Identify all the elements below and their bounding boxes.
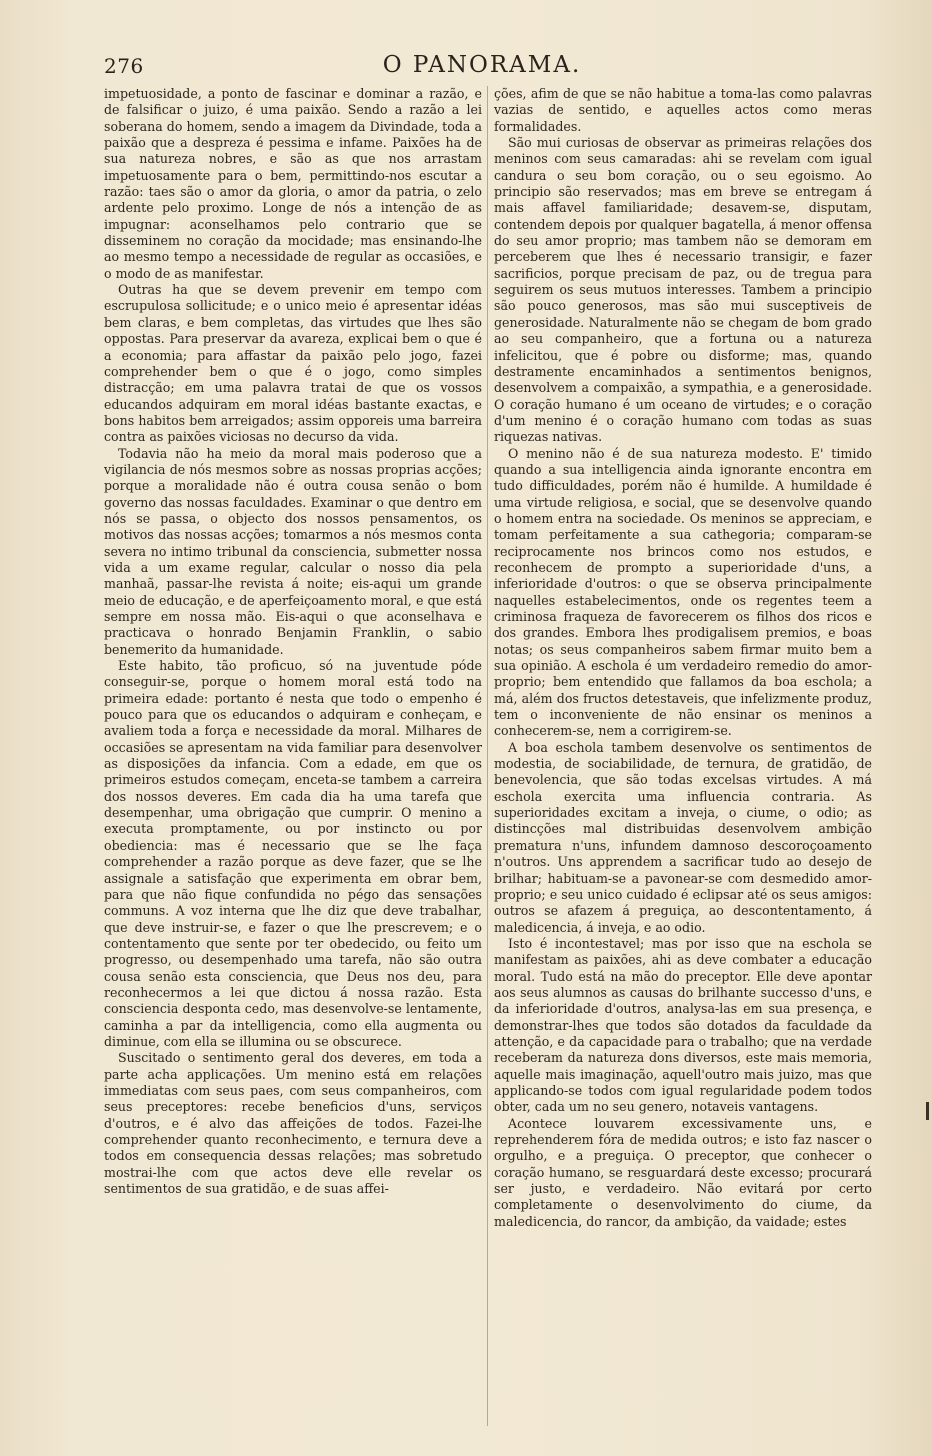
paragraph: ções, afim de que se não habitue a toma-las como palavras vazias de sentido, e aquelles actos como meras formalidades. — [494, 86, 872, 134]
paragraph: A boa eschola tambem desenvolve os sentimentos de modestia, de sociabilidade, de ternura, de gratidão, de benevolencia, que são todas excelsas virtudes. A má eschola exercita uma influencia contraria. As superioridades excitam a inveja, o ciume, o odio; as distincções mal distribuidas desenvolvem ambição prematura n'uns, infundem damnoso descoroçoamento n'outros. Uns apprendem a sacrificar tudo ao desejo de brilhar; habituam-se a pavonear-se com desmedido amor-proprio; e seu unico cuidado é eclipsar até os seus amigos: outros se afazem á preguiça, ao descontentamento, á maledicencia, á inveja, e ao odio. — [494, 739, 872, 935]
paragraph: Suscitado o sentimento geral dos deveres, em toda a parte acha applicações. Um menino está em relações immediatas com seus paes, com seus companheiros, com seus preceptores: recebe beneficios d'uns, serviços d'outros, e é alvo das affeições de todos. Fazei-lhe comprehender quanto reconhecimento, e ternura deve a todos em consequencia dessas relações; mas sobretudo mostrai-lhe com que actos deve elle revelar os sentimentos de sua gratidão, e de suas affei- — [104, 1050, 482, 1197]
paragraph: São mui curiosas de observar as primeiras relações dos meninos com seus camaradas: ahi se revelam com igual candura o seu bom coração, ou o seu egoismo. Ao principio são reservados; mas em breve se entregam á mais affavel familiaridade; desavem-se, disputam, contendem depois por qualquer bagatella, á menor offensa do seu amor proprio; mas tambem não se demoram em perceberem que lhes é necessario transigir, e fazer sacrificios, porque precisam de paz, ou de tregua para seguirem os seus mutuos interesses. Tambem a principio são pouco generosos, mas são mui susceptiveis de generosidade. Naturalmente não se chegam de bom grado ao seu companheiro, que a fortuna ou a natureza infelicitou, que é pobre ou disforme; mas, quando destramente encaminhados a sentimentos benignos, desenvolvem a compaixão, a sympathia, e a generosidade. O coração humano é um oceano de virtudes; e o coração d'um menino é o coração humano com todas as suas riquezas nativas. — [494, 135, 872, 445]
paragraph: Acontece louvarem excessivamente uns, e reprehenderem fóra de medida outros; e isto faz nascer o orgulho, e a preguiça. O preceptor, que conhecer o coração humano, se resguardará deste excesso; procurará ser justo, e verdadeiro. Não evitará por certo completamente o desenvolvimento do ciume, da maledicencia, do rancor, da ambição, da vaidade; estes — [494, 1115, 872, 1229]
paragraph: Outras ha que se devem prevenir em tempo com escrupulosa sollicitude; e o unico meio é apresentar idéas bem claras, e bem completas, das virtudes que lhes são oppostas. Para preservar da avareza, explicai bem o que é a economia; para affastar da paixão pelo jogo, fazei comprehender bem o que é o jogo, como simples distracção; em uma palavra tratai de que os vossos educandos adquiram em moral idéas bastante exactas, e bons habitos bem arreigados; assim opporeis uma barreira contra as paixões viciosas no decurso da vida. — [104, 282, 482, 445]
page-header — [104, 52, 860, 82]
page-edge-mark — [926, 1102, 929, 1120]
paragraph: O menino não é de sua natureza modesto. E' timido quando a sua intelligencia ainda ignorante encontra em tudo difficuldades, porém não é humilde. A humildade é uma virtude religiosa, e social, que se desenvolve quando o homem entra na sociedade. Os meninos se appreciam, e tomam perfeitamente a sua cathegoria; comparam-se reciprocamente nos brincos como nos estudos, e reconhecem de prompto a superioridade d'uns, a inferioridade d'outros: o que se observa principalmente naquelles estabelecimentos, onde os regentes teem a criminosa fraqueza de favorecerem os filhos dos ricos e dos grandes. Embora lhes prodigalisem premios, e boas notas; os seus companheiros sabem firmar muito bem a sua opinião. A eschola é um verdadeiro remedio do amor-proprio; bem entendido que fallamos da boa eschola; a má, além dos fructos detestaveis, que infelizmente produz, tem o inconveniente de não ensinar os meninos a conhecerem-se, nem a corrigirem-se. — [494, 445, 872, 739]
column-divider — [487, 86, 488, 1426]
page-number: 276 — [104, 54, 144, 78]
text-columns — [104, 86, 874, 1431]
right-column — [494, 86, 872, 1431]
running-title: O PANORAMA. — [382, 52, 582, 78]
left-column — [104, 86, 482, 1431]
paragraph: impetuosidade, a ponto de fascinar e dominar a razão, e de falsificar o juizo, é uma paixão. Sendo a razão a lei soberana do homem, sendo a imagem da Divindade, toda a paixão que a despreza é pessima e infame. Paixões ha de sua natureza nobres, e são as que nos arrastam impetuosamente para o bem, permittindo-nos escutar a razão: taes são o amor da gloria, o amor da patria, o zelo ardente pelo proximo. Longe de nós a intenção de as impugnar: aconselhamos pelo contrario que se disseminem no coração da mocidade; mas ensinando-lhe ao mesmo tempo a necessidade de regular as occasiões, e o modo de as manifestar. — [104, 86, 482, 281]
paragraph: Todavia não ha meio da moral mais poderoso que a vigilancia de nós mesmos sobre as nossas proprias acções; porque a moralidade não é outra cousa senão o bom governo das nossas faculdades. Examinar o que dentro em nós se passa, o objecto dos nossos pensamentos, os motivos das nossas acções; tomarmos a nós mesmos conta severa no intimo tribunal da consciencia, submetter nossa vida a um exame regular, calcular o nosso dia pela manhaã, passar-lhe revista á noite; eis-aqui um grande meio de educação, e de aperfeiçoamento moral, e que está sempre em nossa mão. Eis-aqui o que aconselhava e practicava o honrado Benjamin Franklin, o sabio benemerito da humanidade. — [104, 445, 482, 657]
paragraph: Este habito, tão proficuo, só na juventude póde conseguir-se, porque o homem moral está todo na primeira edade: portanto é nesta que todo o empenho é pouco para que os educandos o adquiram e conheçam, e avaliem toda a força e necessidade da moral. Milhares de occasiões se apresentam na vida familiar para desenvolver as disposições da infancia. Com a edade, em que os primeiros estudos começam, enceta-se tambem a carreira dos nossos deveres. Em cada dia ha uma tarefa que desempenhar, uma obrigação que cumprir. O menino a executa promptamente, ou por instincto ou por obediencia: mas é necessario que se lhe faça comprehender a razão porque as deve fazer, que se lhe assignale a satisfação que experimenta em obrar bem, para que não fique confundida no pégo das sensações communs. A voz interna que lhe diz que deve trabalhar, que deve instruir-se, e fazer o que lhe prescrevem; e o contentamento que sente por ter obedecido, ou feito um progresso, ou desempenhado uma tarefa, não são outra cousa senão esta consciencia, que Deus nos deu, para reconhecermos a lei que dictou á nossa razão. Esta consciencia desponta cedo, mas desenvolve-se lentamente, caminha a par da intelligencia, como ella augmenta ou diminue, com ella se illumina ou se obscurece. — [104, 658, 482, 1049]
paragraph: Isto é incontestavel; mas por isso que na eschola se manifestam as paixões, ahi as deve combater a educação moral. Tudo está na mão do preceptor. Elle deve apontar aos seus alumnos as causas do brilhante successo d'uns, e da inferioridade d'outros, analysa-las em sua presença, e demonstrar-lhes que todos são dotados da faculdade da attenção, e da capacidade para o trabalho; que na verdade receberam da natureza dons diversos, este mais memoria, aquelle mais imaginação, aquell'outro mais juizo, mas que applicando-se todos com igual regularidade podem todos obter, cada um no seu genero, notaveis vantagens. — [494, 935, 872, 1115]
